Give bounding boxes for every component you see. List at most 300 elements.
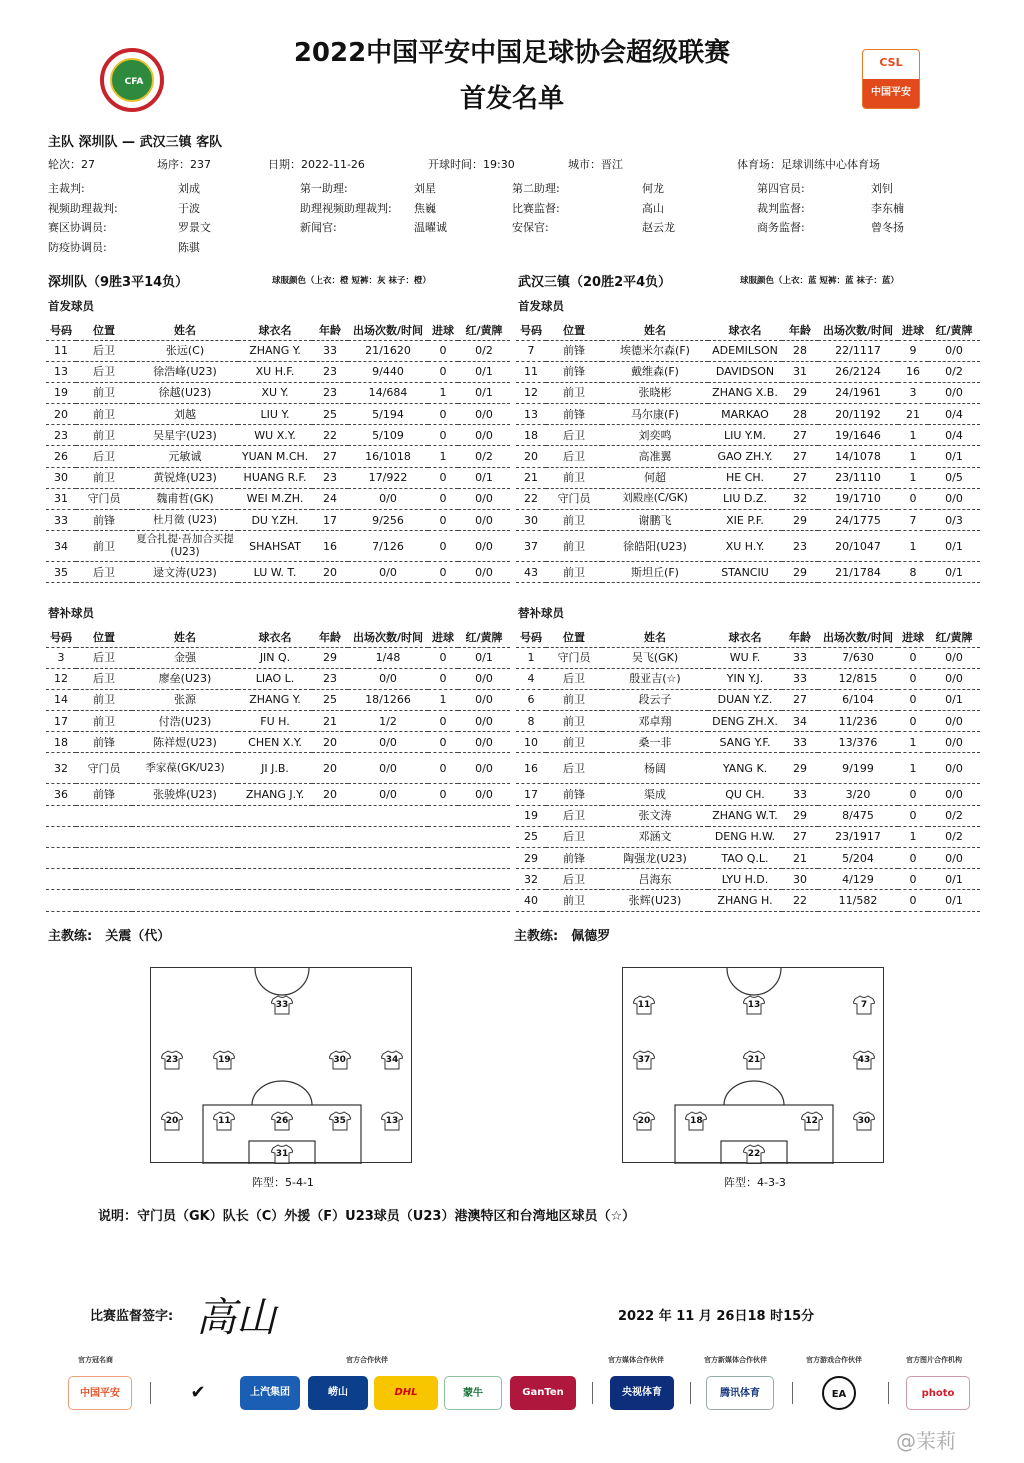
table-cell: 1	[898, 425, 928, 446]
match-seq: 场序：237	[157, 158, 211, 171]
table-cell: 29	[782, 805, 818, 826]
table-cell: 0	[428, 510, 458, 531]
table-cell: 徐皓阳(U23)	[602, 531, 708, 562]
column-header: 球衣名	[708, 320, 782, 340]
table-cell: 28	[782, 340, 818, 361]
column-header: 进球	[898, 320, 928, 340]
table-cell: 0	[898, 890, 928, 911]
sponsor-group-partner: 官方合作伙伴	[346, 1356, 388, 1364]
official-role: 主裁判:	[48, 182, 85, 195]
table-row	[46, 784, 510, 805]
table-row	[516, 361, 980, 382]
table-row	[46, 848, 510, 869]
table-cell: LIU D.Z.	[708, 488, 782, 509]
home-starters-table	[46, 320, 510, 583]
table-row	[46, 732, 510, 753]
table-cell: 后卫	[76, 361, 132, 382]
table-cell: 28	[782, 404, 818, 425]
column-header: 进球	[898, 627, 928, 647]
table-row	[46, 340, 510, 361]
table-row	[516, 531, 980, 562]
table-cell: 26	[46, 446, 76, 467]
table-row	[516, 425, 980, 446]
table-cell: ADEMILSON	[708, 340, 782, 361]
table-cell: 22	[782, 890, 818, 911]
official-role: 第二助理:	[512, 182, 560, 195]
table-cell: 34	[782, 711, 818, 732]
table-cell: 18	[516, 425, 546, 446]
table-row	[516, 510, 980, 531]
table-cell: 0	[428, 467, 458, 488]
table-cell: 1	[898, 467, 928, 488]
table-cell: 魏甫哲(GK)	[132, 488, 238, 509]
table-cell: 1	[428, 382, 458, 403]
jersey-icon	[381, 1111, 403, 1131]
table-cell: 0/3	[928, 510, 980, 531]
page-subtitle: 首发名单	[459, 84, 564, 114]
column-header: 位置	[546, 320, 602, 340]
table-cell: 27	[782, 446, 818, 467]
sponsor-saic-logo: 上汽集团	[240, 1376, 300, 1410]
table-row	[46, 562, 510, 583]
table-cell: 0/1	[928, 890, 980, 911]
table-cell: 0/0	[928, 848, 980, 869]
table-cell: 前卫	[546, 732, 602, 753]
table-cell: 21	[516, 467, 546, 488]
table-cell	[238, 869, 312, 890]
official-name: 赵云龙	[642, 221, 675, 234]
column-header: 进球	[428, 627, 458, 647]
table-cell: 0	[428, 340, 458, 361]
table-row	[46, 488, 510, 509]
table-cell	[132, 826, 238, 847]
table-cell	[348, 869, 428, 890]
table-cell: 9/199	[818, 753, 898, 784]
jersey-icon	[161, 1111, 183, 1131]
table-cell: ZHANG W.T.	[708, 805, 782, 826]
table-cell: 徐浩峰(U23)	[132, 361, 238, 382]
table-cell	[312, 805, 348, 826]
table-cell: 高准翼	[602, 446, 708, 467]
table-cell	[458, 848, 510, 869]
table-row	[46, 869, 510, 890]
table-cell: 0	[428, 425, 458, 446]
table-cell: 前卫	[546, 711, 602, 732]
jersey-icon	[161, 1050, 183, 1070]
table-cell: 27	[782, 467, 818, 488]
table-cell: 17	[516, 784, 546, 805]
table-cell: YIN Y.J.	[708, 668, 782, 689]
table-cell: 3	[46, 647, 76, 668]
table-cell: ZHANG Y.	[238, 340, 312, 361]
table-cell: 0	[898, 805, 928, 826]
table-row	[516, 340, 980, 361]
table-cell: 张远(C)	[132, 340, 238, 361]
jersey-number: 11	[637, 1000, 651, 1011]
table-cell: 前卫	[546, 689, 602, 710]
jersey-number: 26	[275, 1115, 289, 1126]
jersey-number: 12	[805, 1115, 818, 1126]
column-header: 出场次数/时间	[818, 627, 898, 647]
table-cell	[76, 805, 132, 826]
table-cell: 14/684	[348, 382, 428, 403]
table-cell: 29	[782, 510, 818, 531]
table-cell: 20/1192	[818, 404, 898, 425]
sponsor-icphoto-logo: photo	[906, 1376, 970, 1410]
table-cell: 18	[46, 732, 76, 753]
table-cell: 0	[898, 488, 928, 509]
jersey-icon	[329, 1050, 351, 1070]
table-cell	[348, 805, 428, 826]
table-cell: 30	[782, 869, 818, 890]
table-cell: 11	[516, 361, 546, 382]
table-cell: 陈祥煜(U23)	[132, 732, 238, 753]
table-cell: 付浩(U23)	[132, 711, 238, 732]
jersey-number: 31	[275, 1149, 289, 1160]
table-row	[46, 382, 510, 403]
table-cell: 前锋	[546, 404, 602, 425]
table-cell: MARKAO	[708, 404, 782, 425]
sponsor-laoshan-logo: 崂山	[308, 1376, 368, 1410]
table-cell: 17	[312, 510, 348, 531]
table-cell: 何超	[602, 467, 708, 488]
column-header: 位置	[76, 320, 132, 340]
column-header: 姓名	[602, 627, 708, 647]
table-cell	[428, 826, 458, 847]
table-cell: 0	[428, 531, 458, 562]
table-cell: 邓涵文	[602, 826, 708, 847]
table-cell: 0	[898, 668, 928, 689]
jersey-number: 30	[333, 1055, 346, 1066]
table-row	[516, 711, 980, 732]
table-cell	[428, 805, 458, 826]
table-cell: 31	[782, 361, 818, 382]
official-role: 新闻官:	[300, 221, 337, 234]
table-cell: 25	[516, 826, 546, 847]
sponsor-dhl-logo: DHL	[374, 1376, 438, 1410]
table-cell: 前锋	[546, 361, 602, 382]
jersey-icon	[381, 1050, 403, 1070]
table-cell: LIAO L.	[238, 668, 312, 689]
table-cell: 1	[898, 531, 928, 562]
table-cell: 0	[428, 732, 458, 753]
table-cell	[76, 890, 132, 911]
table-cell	[46, 848, 76, 869]
table-cell: 刘奕鸣	[602, 425, 708, 446]
table-row	[516, 488, 980, 509]
table-cell: 张文涛	[602, 805, 708, 826]
table-cell: 0/0	[928, 668, 980, 689]
table-cell: 守门员	[76, 488, 132, 509]
table-cell: 27	[782, 425, 818, 446]
table-row	[516, 848, 980, 869]
column-header: 年龄	[782, 627, 818, 647]
column-header: 出场次数/时间	[818, 320, 898, 340]
table-cell: 1/48	[348, 647, 428, 668]
table-cell: 23	[782, 531, 818, 562]
table-cell: 24	[312, 488, 348, 509]
table-cell	[46, 869, 76, 890]
official-name: 李东楠	[871, 201, 904, 215]
match-city: 城市：晋江	[568, 158, 623, 171]
table-cell: 6	[516, 689, 546, 710]
table-cell: 0	[428, 668, 458, 689]
table-cell: 0	[898, 689, 928, 710]
table-cell: 0/0	[928, 711, 980, 732]
table-cell: 0/0	[458, 711, 510, 732]
table-cell: 吴星宇(U23)	[132, 425, 238, 446]
jersey-number: 7	[860, 1000, 868, 1011]
table-cell: 20	[516, 446, 546, 467]
official-name: 于波	[178, 201, 200, 215]
table-cell: JIN Q.	[238, 647, 312, 668]
away-starters-table	[516, 320, 980, 583]
table-cell: DU Y.ZH.	[238, 510, 312, 531]
sponsor-cctv-logo: 央视体育	[610, 1376, 674, 1410]
official-name: 曾冬扬	[871, 221, 904, 234]
table-cell: 5/204	[818, 848, 898, 869]
away-starters-label: 首发球员	[518, 299, 564, 313]
official-role: 第四官员:	[757, 182, 805, 195]
table-cell: 徐越(U23)	[132, 382, 238, 403]
table-cell: 0/0	[348, 562, 428, 583]
column-header: 红/黄牌	[458, 320, 510, 340]
table-cell: 19	[516, 805, 546, 826]
table-cell: 23	[312, 361, 348, 382]
column-header: 出场次数/时间	[348, 627, 428, 647]
table-cell: 33	[782, 647, 818, 668]
table-cell: 刘越	[132, 404, 238, 425]
table-cell: 0	[428, 711, 458, 732]
table-cell: 29	[516, 848, 546, 869]
table-cell: 21/1620	[348, 340, 428, 361]
table-cell: 0/0	[348, 784, 428, 805]
table-cell	[238, 890, 312, 911]
table-cell: 守门员	[546, 647, 602, 668]
table-cell: 33	[312, 340, 348, 361]
sponsor-group-title: 官方冠名商	[78, 1356, 113, 1364]
table-cell: 0/0	[928, 647, 980, 668]
table-cell: 29	[782, 562, 818, 583]
away-formation: 阵型：4-3-3	[724, 1176, 786, 1189]
table-cell	[132, 890, 238, 911]
table-cell: YUAN M.CH.	[238, 446, 312, 467]
official-name: 刘钊	[871, 182, 893, 195]
table-cell: 20	[312, 784, 348, 805]
table-cell	[132, 848, 238, 869]
table-cell	[312, 890, 348, 911]
table-cell: 0/0	[458, 488, 510, 509]
table-cell: 0/0	[348, 732, 428, 753]
official-name: 陈骐	[178, 240, 200, 254]
table-cell: ZHANG Y.	[238, 689, 312, 710]
table-cell: 逯文涛(U23)	[132, 562, 238, 583]
match-kickoff: 开球时间：19:30	[428, 158, 515, 171]
table-row	[46, 753, 510, 784]
table-cell: 27	[312, 446, 348, 467]
table-cell	[458, 805, 510, 826]
table-cell: 前锋	[546, 784, 602, 805]
table-cell: 9/440	[348, 361, 428, 382]
table-cell	[238, 805, 312, 826]
table-row	[516, 467, 980, 488]
home-kit-colors: 球服颜色（上衣：橙 短裤：灰 袜子：橙）	[272, 276, 431, 286]
table-cell: LIU Y.	[238, 404, 312, 425]
table-cell: 后卫	[76, 340, 132, 361]
table-cell: 0/5	[928, 467, 980, 488]
table-cell: 29	[312, 647, 348, 668]
table-cell: 0/0	[458, 753, 510, 784]
table-cell: 后卫	[546, 753, 602, 784]
table-row	[516, 753, 980, 784]
table-cell: 24/1961	[818, 382, 898, 403]
table-cell: 9/256	[348, 510, 428, 531]
table-cell: GAO ZH.Y.	[708, 446, 782, 467]
table-cell: 33	[782, 784, 818, 805]
table-cell: 1	[898, 732, 928, 753]
table-cell: 7	[516, 340, 546, 361]
table-cell: 1/2	[348, 711, 428, 732]
table-cell: 14/1078	[818, 446, 898, 467]
official-role: 助理视频助理裁判:	[300, 201, 392, 215]
table-cell: QU CH.	[708, 784, 782, 805]
sponsor-nike-logo: ✔	[170, 1376, 226, 1410]
table-cell: FU H.	[238, 711, 312, 732]
sponsor-group-gaming: 官方游戏合作伙伴	[806, 1356, 862, 1364]
table-cell: 16	[516, 753, 546, 784]
table-cell: 刘殿座(C/GK)	[602, 488, 708, 509]
jersey-icon	[633, 995, 655, 1015]
table-cell: 0/2	[458, 446, 510, 467]
table-cell: 0/0	[458, 689, 510, 710]
table-cell	[132, 805, 238, 826]
table-cell: 23	[312, 467, 348, 488]
table-cell	[348, 848, 428, 869]
table-cell: HE CH.	[708, 467, 782, 488]
table-cell: 3	[898, 382, 928, 403]
table-cell: 0/1	[458, 361, 510, 382]
table-cell: 0/1	[458, 467, 510, 488]
official-name: 何龙	[642, 182, 664, 195]
table-cell: 吕海东	[602, 869, 708, 890]
jersey-number: 18	[690, 1115, 703, 1126]
jersey-icon	[743, 1050, 765, 1070]
official-role: 赛区协调员:	[48, 221, 107, 234]
away-subs-table	[516, 627, 980, 912]
home-subs-table	[46, 627, 510, 912]
table-cell: 前卫	[76, 467, 132, 488]
table-cell: 8	[516, 711, 546, 732]
table-header-row	[516, 627, 980, 647]
official-name: 温曜诚	[414, 221, 447, 234]
table-row	[46, 711, 510, 732]
jersey-icon	[801, 1111, 823, 1131]
table-cell: 0/0	[348, 488, 428, 509]
sponsor-pingan-logo: 中国平安	[68, 1376, 132, 1410]
table-cell: 前卫	[546, 382, 602, 403]
signature-label: 比赛监督签字:	[90, 1309, 174, 1324]
table-cell	[46, 890, 76, 911]
table-cell: 0/1	[928, 562, 980, 583]
table-cell	[348, 890, 428, 911]
table-cell: 0	[898, 784, 928, 805]
table-cell	[46, 805, 76, 826]
table-cell: 杜月徵 (U23)	[132, 510, 238, 531]
table-cell: 邓卓翔	[602, 711, 708, 732]
table-cell: 前锋	[76, 732, 132, 753]
sponsor-group-newmedia: 官方新媒体合作伙伴	[704, 1356, 767, 1364]
jersey-icon	[329, 1111, 351, 1131]
table-cell: WU F.	[708, 647, 782, 668]
table-cell: ZHANG X.B.	[708, 382, 782, 403]
table-cell: 5/194	[348, 404, 428, 425]
column-header: 号码	[46, 320, 76, 340]
table-row	[46, 425, 510, 446]
jersey-icon	[271, 1111, 293, 1131]
jersey-number: 37	[637, 1055, 651, 1066]
jersey-icon	[743, 995, 765, 1015]
table-row	[46, 668, 510, 689]
table-cell	[458, 869, 510, 890]
official-role: 视频助理裁判:	[48, 201, 118, 215]
table-cell	[76, 848, 132, 869]
table-cell: 0/1	[928, 869, 980, 890]
table-cell: XU H.F.	[238, 361, 312, 382]
column-header: 球衣名	[708, 627, 782, 647]
table-cell: DENG ZH.X.	[708, 711, 782, 732]
table-cell: 后卫	[546, 425, 602, 446]
jersey-number: 30	[857, 1115, 871, 1126]
table-cell: 26/2124	[818, 361, 898, 382]
jersey-icon	[271, 1144, 293, 1164]
weibo-watermark: @茉莉	[896, 1429, 956, 1453]
table-cell: 前卫	[76, 382, 132, 403]
table-cell: 前卫	[546, 531, 602, 562]
jersey-icon	[271, 995, 293, 1015]
table-cell: JI J.B.	[238, 753, 312, 784]
official-role: 裁判监督:	[757, 201, 805, 215]
table-cell: DENG H.W.	[708, 826, 782, 847]
jersey-icon	[685, 1111, 707, 1131]
table-cell: 谢鹏飞	[602, 510, 708, 531]
jersey-icon	[213, 1111, 235, 1131]
table-cell: 陶强龙(U23)	[602, 848, 708, 869]
table-row	[46, 689, 510, 710]
table-cell: 17/922	[348, 467, 428, 488]
table-cell: 0/4	[928, 425, 980, 446]
table-cell: 0	[428, 753, 458, 784]
table-cell: 4	[516, 668, 546, 689]
table-cell: 张源	[132, 689, 238, 710]
table-cell: 7/126	[348, 531, 428, 562]
table-header-row	[46, 627, 510, 647]
table-cell: 前锋	[546, 340, 602, 361]
table-cell: 0/1	[928, 689, 980, 710]
table-cell: ZHANG J.Y.	[238, 784, 312, 805]
table-cell: 18/1266	[348, 689, 428, 710]
table-cell: 0	[898, 869, 928, 890]
table-cell: 12	[516, 382, 546, 403]
column-header: 位置	[76, 627, 132, 647]
table-cell	[312, 848, 348, 869]
table-cell: 金强	[132, 647, 238, 668]
home-coach: 主教练: 关震（代）	[48, 929, 171, 944]
page-title: 2022中国平安中国足球协会超级联赛	[293, 38, 731, 68]
table-cell: 0	[898, 647, 928, 668]
match-teams: 主队 深圳队 — 武汉三镇 客队	[48, 135, 223, 150]
table-cell: 0/2	[928, 826, 980, 847]
official-role: 安保官:	[512, 221, 549, 234]
